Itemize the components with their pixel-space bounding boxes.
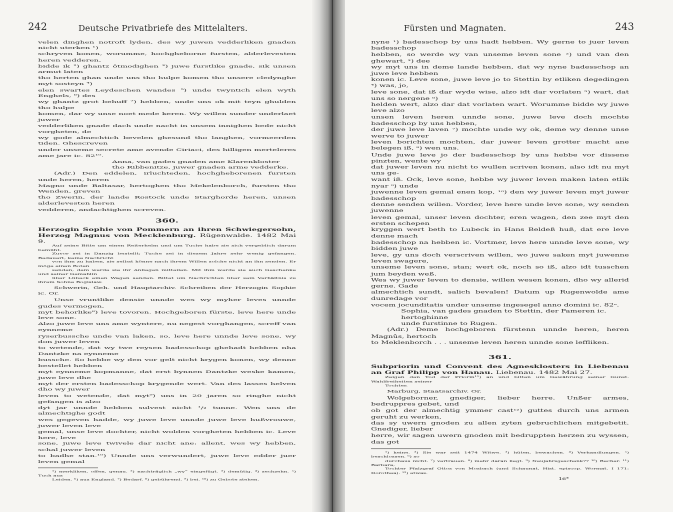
address [371, 327, 629, 346]
text-line: to badhe stan.¹⁰) Unnde uns verwundert, juwe leve edder juer leven gemal [38, 453, 296, 464]
section-title: Subpriorin und Convent des Agnesklosters in Liebenau an Graf Philipp von Hanau. [371, 363, 629, 376]
text-line: unde furstinne to Rugen. [401, 321, 498, 327]
text-line: nyne ¹) badesschop by uns hadt hebben. Wy gerne to juer leven badesschop [371, 39, 629, 51]
running-head: Deutsche Privatbriefe des Mittelalters. [78, 23, 248, 33]
text-line: leven gemal, unser leven dochter, eren wagen, den zee myt den ersten schepen [371, 214, 629, 227]
text-line: ¹) keine. ²) Sie war seit 1474 Witwe. ³) hüten, bewachen. ⁴) Verhandlungen. ⁵) beschlossen. ⁶) so [371, 451, 629, 459]
left-page [0, 0, 318, 512]
address [38, 171, 296, 213]
source-note: Marburg, Staatsarchiv. Or. [387, 389, 482, 394]
text-line: bussche. So hebbe wy den vor gelt nicht krygen konen, wy denne bestellet hebben [38, 357, 296, 369]
section-number: 360. [155, 218, 179, 225]
signature [401, 308, 629, 327]
text-line: myt eynneme kopmanne, dat erst bynnen Dantzke weske kamen, juwe leve dhe [38, 369, 296, 381]
letter-continuation [371, 39, 629, 308]
text-line: myt der ersten badesschop krygende wert. Van des lasses helven dho wy juwer [38, 381, 296, 393]
section-date: 1482 Mai 9. [38, 233, 296, 245]
text-line: under unseme secrete ame avende Ciriaci, des hilligen merteleres ame jare ic. 82¹⁰. [38, 147, 296, 158]
printer-signature-mark: 16* [558, 477, 569, 481]
text-line: Zeigen den Tod der Priorin¹¹) an und bitten um Gewährung seiner Gunst. Wahlfreiheiten seiner [371, 375, 629, 384]
text-line: der juwe leve laven ⁷) mochte unde wy ok, deme wy denne unse werve to juwer [371, 127, 629, 139]
text-line: vedderliken gnade dach unde nacht in unsem innighen bede nicht vorgheten, de [38, 123, 296, 135]
text-line: Leiden. ⁶) aus England. ⁷) Bedarf. ⁸) gebührend. ⁹) bei. ¹⁰) zu Gebote stehen. [52, 478, 260, 482]
text-line: leven to wetende, dat myt⁹) uns in 20 jaren so ringhe nicht gefangen is alzo [38, 393, 296, 405]
text-line: wes gegeven hadde, wy juwe leve unnde juwe leve hußvrouwe, juwer leven leve [38, 417, 296, 428]
text-line: gemal, unse leve dochter, nicht wolden vorgheten hebben ic. Leve here, leve [38, 429, 296, 440]
text-line: to Meklenborch . . . unseme leven heren unnde sone leffliken. [371, 339, 610, 345]
text-line: Auf seine Bitte um einen Reiterhelm und um Tuche habe sie sich vergeblich darum bemüht. [38, 244, 296, 252]
text-line: leven borichten mochten, dar juwer leven grotter macht ane belegen iß, ⁸) wen uns. [371, 139, 629, 151]
section-date: 1482 Mai 27. [538, 370, 593, 376]
section-number: 361. [488, 354, 512, 361]
text-line: Tochter Pfalzgraf Ottos von Mosbach (und Schaunat, Hist. episcop. Wormat. I 171: Dorothea). ¹²) etwas. [371, 467, 629, 476]
left-body [38, 39, 296, 482]
page-number: 243 [615, 22, 635, 33]
text-line: wy myt uns in deme lande hebben, dat wy nyne badesschop an juwe leve hebben [371, 64, 629, 76]
footnote-rule [38, 468, 98, 469]
text-line: elen swartes Leydeschen wandes ⁵) unde twyntich elen wyth Enghels, ⁶) des [38, 87, 296, 99]
text-line: Magno unde Baltasar, hertoghen tho Mekelenborch, fursten tho Wenden, greven [38, 183, 296, 194]
text-line: juwenne leven gemal enen kop, ¹⁰) den wy juwer leven myt juwer badesschop [371, 189, 629, 202]
source-note: Schwerin, Geh. und Hauptarchiv. Schreiben der Herzogin Sophie ic. Or. [38, 285, 296, 296]
text-line: (Adr.) Den eddelen, irluchteden, hochgheborenen fursten unde heren, heren [38, 171, 296, 182]
text-line: von ihm zu haben, sie selbst könne nach ihrem Willen solche nicht an ihn senden. Er möge einen Boten [38, 260, 296, 269]
text-line: wy gode almechtich bevelen ghesund tho langhen, vormeerden tiden. Ghescreven [38, 135, 296, 146]
regest [38, 245, 296, 286]
text-line: Tochter. [385, 384, 408, 388]
right-page [345, 0, 673, 512]
right-body [371, 39, 629, 482]
letter-text [38, 297, 296, 464]
text-line: hebben, so werde wy van unseme leven sone ²) und van den ghewart, ³) dee [371, 52, 629, 64]
text-line: ¹) merkliken, offen, genau. ²) nachträglich „wy“ eingefügt. ³) demütig. ⁴) sechzehn. ⁵) Tuch aus [38, 470, 296, 478]
section-place: Rügenwalde. [199, 233, 253, 239]
text-line: unseme leven sone, stan; wert ok, noch so iß, alzo idt tusschen jum beyden weß. [371, 264, 629, 277]
text-line: want iß. Ock, leve sone, hebbe wy juwer leven maken laten etlik nyar ⁹) unde [371, 177, 629, 189]
text-line: tho herten ghan unde uns tho hulpe komen tho unsere cledynghe myt sosteyn ⁴) [38, 75, 296, 87]
signature [112, 159, 296, 171]
footnotes [371, 451, 629, 476]
letter-text [371, 395, 629, 445]
letter-continuation [38, 39, 296, 159]
regest [371, 376, 629, 389]
text-line: myt behorlike⁸) leve tovoren. Hochgeboren fürste, leve here unde leve sone. [38, 309, 296, 321]
section-heading [38, 227, 296, 245]
text-line: badesschop na hebben ic. Vortmer, leve here unnde leve sone, wy bidden juwe [371, 239, 629, 252]
section-place: Liebenau. [495, 370, 536, 376]
text-line: leve, gy uns doch verscriven willen, wo juwe saken myt juwenne leven swagere, [371, 252, 629, 264]
text-line: Unde juwe leve jo der badesschop by uns hebbe vor dissene pinzten, wente wy [371, 152, 629, 164]
section-title: Herzogin Sophie von Pommern an ihren Schwiegersohn, Herzog Magnus von Mecklenburg. [38, 226, 296, 239]
text-line: tho Zwerin, der lande Rostock unde Starghorde heren, unsen alderlevesten heren [38, 195, 296, 206]
text-line: bidde ik ²) ghantz ôtmodighen ³) juwe furstlike gnade, sik unsen armut laten [38, 63, 296, 75]
text-line: über Lübeck einen Wagen senden. Bittet um Nachrichten über sein Verhältnis zu ihrem Sohne Bogislaw. [38, 276, 296, 285]
running-head: Fürsten und Magnaten. [403, 23, 507, 33]
text-line: leve sone, dat iß dar wyde wise, alzo idt dar vorlaten ⁵) wart, dat uns so nergene ⁶) [371, 89, 629, 101]
text-line: to wetende, dat wy twe reysen badesschop ghehadt hebben nha Dantzke na eynneme [38, 345, 296, 357]
text-line: tho Ribbenitze, juwer gnaden arme vedderke. [112, 165, 289, 170]
text-line: senden, dem werde sie ihr Anliegen mitteilen. Mit ihm werde sie auch Geschenke und seiner Gemahlin [38, 268, 296, 277]
footnotes [38, 470, 296, 482]
text-line: Wes wy juwer leven to densie, willen wesen konen, dho wy allerid gerne. Gade [371, 277, 629, 289]
footnote-rule [371, 448, 431, 449]
text-line: kryggen wert beth to Lubeck in Hans Beldeß huß, dat ere leve denne mach [371, 227, 629, 239]
text-line: dat juwer leven nu nicht to wullen scriven konen, also idt nu myt uns ge- [371, 164, 629, 177]
text-line: Wolgeborner, gnediger, lieber herre. Unßer armes, bedruppres gebet, und [371, 395, 629, 407]
text-line: das sy uwern gnoden zu allen zyten gebruchlichen mitgebetit. Gnediger, lieber [371, 420, 629, 432]
text-line: ob got der almechtig ymmer cast¹²) guttes durch uns armen geruht zu werken, [371, 408, 629, 420]
text-line: Anna, van gades gnaden ame Klarenkloster [112, 159, 280, 164]
text-line: helden wert, alzo dar dat vorlaten wart. Worumme bidde wy juwe leve alzo [371, 102, 629, 114]
text-line: wy ghantz grot behuff ⁷) hebben, unde uns ok mit teyn ghulden tho hulpe [38, 99, 296, 111]
text-line: velen dinghen notroft lyden, des wy juwen vedderliken gnaden nicht uterken ¹) [38, 39, 296, 51]
text-line: dyt jar unnde hebben sulvest nicht ¹/₂ tunne. Wen uns de almechtighe godt [38, 405, 296, 416]
text-line: almechtich sundt, salich bevalen! Datum up Rugenwolde ame dunredage vor [371, 289, 629, 302]
text-line: Unse vruntlike densie unnde wes wy myher leves unnde gudes vermogen, [38, 297, 296, 309]
text-line: unsen leven heren unnde sone, juwe leve doch mochte badesschop by uns hebben, [371, 114, 629, 126]
text-line: konen ic. Leve sone, juwe leve jo to Stettin by etliken degedingen ⁴) was, jo, [371, 77, 629, 89]
text-line: Zuvor sei in Danzig bestellt; Tuche sei in diesem Jahre sehr wenig gefangen. Bedauert, keine Nachricht [38, 252, 296, 260]
text-line: Alzo juwe leve uns ame wyntere, nu negest vorghangen, screff van eynneme [38, 321, 296, 333]
text-line: herre, wir sagen uwern gnoden mit bedruppten herzen zu wyssen, das got [371, 433, 629, 445]
text-line: komen, dar wy unse noet mede keren. Wy willen sunder underlaet juwer [38, 111, 296, 123]
page-number: 242 [28, 22, 48, 33]
section-heading [371, 364, 629, 376]
text-line: sone, juwe leve twivele dar nicht ane: allent, wes wy hebben, schal juwer leven [38, 441, 296, 452]
text-line: Sophia, van gades gnaden to Stettin, der Pameren ic. hertoghinne [401, 308, 607, 320]
text-line: ryserbussche unde van laken, so, leve here unnde leve sone, wy don juwer leven [38, 333, 296, 345]
text-line: (Adr.) Deme hochgeboren fürstenn unnde heren, heren Magnůs, hertoch [371, 327, 629, 339]
gutter-seam [332, 0, 333, 512]
text-line: vocem jocunditatis under unseme ingesegel anno domini ic. 82ᵒ. [371, 302, 620, 308]
text-line: vedderen, andachtighen screven. [38, 206, 167, 212]
text-line: durchaus nicht. ⁷) vertrauen. ⁸) mehr daran liegt. ⁹) Neujahrsgeschenk?? ¹⁰) Becher. ¹¹) Barbara, [371, 459, 629, 467]
text-line: schryven konen, worumme, hochgheborne fursten, alderlevesten heren vedderen, [38, 51, 296, 63]
text-line: denne senden willen. Vorder, leve here unde leve sone, wy senden juwenne [371, 202, 629, 214]
